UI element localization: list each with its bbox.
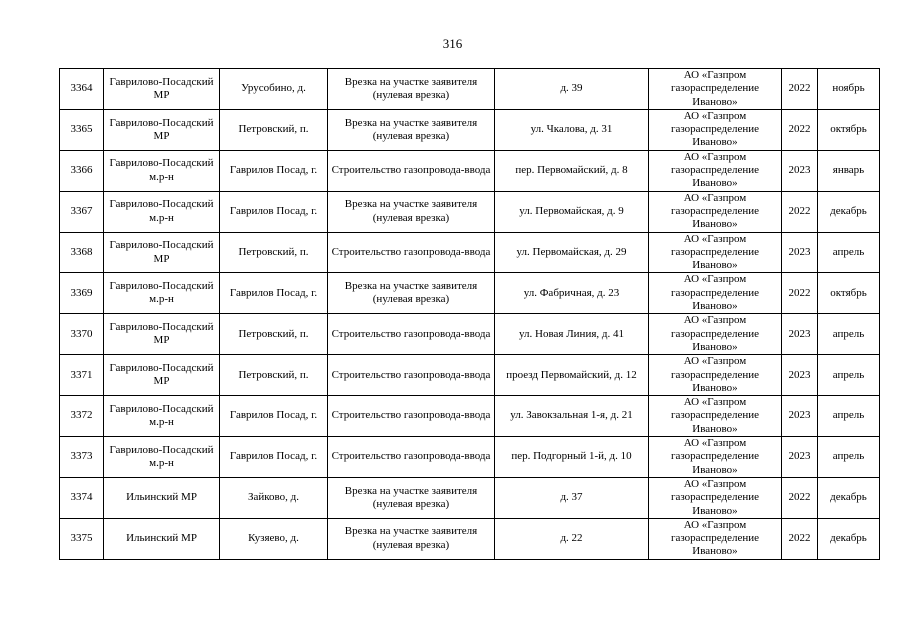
- year-cell: 2022: [782, 109, 818, 150]
- month-cell: апрель: [818, 396, 880, 437]
- year-cell: 2023: [782, 437, 818, 478]
- organization-cell: АО «Газпром газораспределение Иваново»: [649, 232, 782, 273]
- year-cell: 2023: [782, 396, 818, 437]
- district-cell: Гаврилово-Посадский МР: [104, 69, 220, 110]
- organization-cell: АО «Газпром газораспределение Иваново»: [649, 437, 782, 478]
- row-number: 3374: [60, 477, 104, 518]
- address-cell: ул. Новая Линия, д. 41: [495, 314, 649, 355]
- address-cell: ул. Завокзальная 1-я, д. 21: [495, 396, 649, 437]
- district-cell: Гаврилово-Посадский м.р-н: [104, 150, 220, 191]
- row-number: 3365: [60, 109, 104, 150]
- year-cell: 2022: [782, 69, 818, 110]
- organization-cell: АО «Газпром газораспределение Иваново»: [649, 396, 782, 437]
- year-cell: 2023: [782, 314, 818, 355]
- work-type-cell: Врезка на участке заявителя (нулевая врезка): [328, 273, 495, 314]
- table-row: [60, 232, 880, 273]
- work-type-cell: Строительство газопровода-ввода: [328, 437, 495, 478]
- month-cell: октябрь: [818, 273, 880, 314]
- row-number: 3370: [60, 314, 104, 355]
- month-cell: апрель: [818, 437, 880, 478]
- district-cell: Гаврилово-Посадский МР: [104, 232, 220, 273]
- locality-cell: Петровский, п.: [220, 314, 328, 355]
- locality-cell: Гаврилов Посад, г.: [220, 150, 328, 191]
- month-cell: апрель: [818, 232, 880, 273]
- organization-cell: АО «Газпром газораспределение Иваново»: [649, 355, 782, 396]
- locality-cell: Гаврилов Посад, г.: [220, 437, 328, 478]
- row-number: 3369: [60, 273, 104, 314]
- locality-cell: Гаврилов Посад, г.: [220, 191, 328, 232]
- year-cell: 2023: [782, 150, 818, 191]
- row-number: 3372: [60, 396, 104, 437]
- locality-cell: Петровский, п.: [220, 232, 328, 273]
- month-cell: октябрь: [818, 109, 880, 150]
- locality-cell: Петровский, п.: [220, 109, 328, 150]
- organization-cell: АО «Газпром газораспределение Иваново»: [649, 273, 782, 314]
- address-cell: д. 37: [495, 477, 649, 518]
- address-cell: проезд Первомайский, д. 12: [495, 355, 649, 396]
- table-row: [60, 109, 880, 150]
- gasification-table: [59, 68, 880, 560]
- address-cell: ул. Чкалова, д. 31: [495, 109, 649, 150]
- address-cell: д. 39: [495, 69, 649, 110]
- row-number: 3371: [60, 355, 104, 396]
- table-row: [60, 477, 880, 518]
- table-row: [60, 355, 880, 396]
- locality-cell: Гаврилов Посад, г.: [220, 273, 328, 314]
- district-cell: Ильинский МР: [104, 518, 220, 559]
- address-cell: д. 22: [495, 518, 649, 559]
- locality-cell: Петровский, п.: [220, 355, 328, 396]
- row-number: 3368: [60, 232, 104, 273]
- month-cell: апрель: [818, 355, 880, 396]
- district-cell: Гаврилово-Посадский м.р-н: [104, 437, 220, 478]
- district-cell: Гаврилово-Посадский МР: [104, 314, 220, 355]
- month-cell: апрель: [818, 314, 880, 355]
- year-cell: 2023: [782, 355, 818, 396]
- locality-cell: Кузяево, д.: [220, 518, 328, 559]
- work-type-cell: Строительство газопровода-ввода: [328, 232, 495, 273]
- month-cell: декабрь: [818, 518, 880, 559]
- address-cell: пер. Первомайский, д. 8: [495, 150, 649, 191]
- work-type-cell: Строительство газопровода-ввода: [328, 150, 495, 191]
- address-cell: пер. Подгорный 1-й, д. 10: [495, 437, 649, 478]
- address-cell: ул. Первомайская, д. 9: [495, 191, 649, 232]
- table-row: [60, 314, 880, 355]
- row-number: 3366: [60, 150, 104, 191]
- table-row: [60, 437, 880, 478]
- district-cell: Гаврилово-Посадский м.р-н: [104, 191, 220, 232]
- work-type-cell: Врезка на участке заявителя (нулевая врезка): [328, 477, 495, 518]
- work-type-cell: Врезка на участке заявителя (нулевая врезка): [328, 69, 495, 110]
- table-row: [60, 273, 880, 314]
- district-cell: Гаврилово-Посадский МР: [104, 355, 220, 396]
- year-cell: 2022: [782, 273, 818, 314]
- table-row: [60, 518, 880, 559]
- address-cell: ул. Первомайская, д. 29: [495, 232, 649, 273]
- work-type-cell: Врезка на участке заявителя (нулевая врезка): [328, 518, 495, 559]
- month-cell: декабрь: [818, 477, 880, 518]
- month-cell: январь: [818, 150, 880, 191]
- work-type-cell: Врезка на участке заявителя (нулевая врезка): [328, 191, 495, 232]
- table-row: [60, 150, 880, 191]
- month-cell: ноябрь: [818, 69, 880, 110]
- district-cell: Ильинский МР: [104, 477, 220, 518]
- organization-cell: АО «Газпром газораспределение Иваново»: [649, 518, 782, 559]
- month-cell: декабрь: [818, 191, 880, 232]
- year-cell: 2023: [782, 232, 818, 273]
- work-type-cell: Строительство газопровода-ввода: [328, 314, 495, 355]
- district-cell: Гаврилово-Посадский м.р-н: [104, 273, 220, 314]
- organization-cell: АО «Газпром газораспределение Иваново»: [649, 150, 782, 191]
- organization-cell: АО «Газпром газораспределение Иваново»: [649, 109, 782, 150]
- table-row: [60, 191, 880, 232]
- table-body: [60, 69, 880, 560]
- locality-cell: Зайково, д.: [220, 477, 328, 518]
- row-number: 3367: [60, 191, 104, 232]
- row-number: 3375: [60, 518, 104, 559]
- work-type-cell: Врезка на участке заявителя (нулевая врезка): [328, 109, 495, 150]
- organization-cell: АО «Газпром газораспределение Иваново»: [649, 314, 782, 355]
- organization-cell: АО «Газпром газораспределение Иваново»: [649, 477, 782, 518]
- row-number: 3364: [60, 69, 104, 110]
- work-type-cell: Строительство газопровода-ввода: [328, 355, 495, 396]
- district-cell: Гаврилово-Посадский м.р-н: [104, 396, 220, 437]
- year-cell: 2022: [782, 518, 818, 559]
- year-cell: 2022: [782, 191, 818, 232]
- address-cell: ул. Фабричная, д. 23: [495, 273, 649, 314]
- row-number: 3373: [60, 437, 104, 478]
- locality-cell: Гаврилов Посад, г.: [220, 396, 328, 437]
- locality-cell: Урусобино, д.: [220, 69, 328, 110]
- page-number: 316: [442, 36, 463, 51]
- table-row: [60, 396, 880, 437]
- organization-cell: АО «Газпром газораспределение Иваново»: [649, 191, 782, 232]
- year-cell: 2022: [782, 477, 818, 518]
- organization-cell: АО «Газпром газораспределение Иваново»: [649, 69, 782, 110]
- table-row: [60, 69, 880, 110]
- work-type-cell: Строительство газопровода-ввода: [328, 396, 495, 437]
- district-cell: Гаврилово-Посадский МР: [104, 109, 220, 150]
